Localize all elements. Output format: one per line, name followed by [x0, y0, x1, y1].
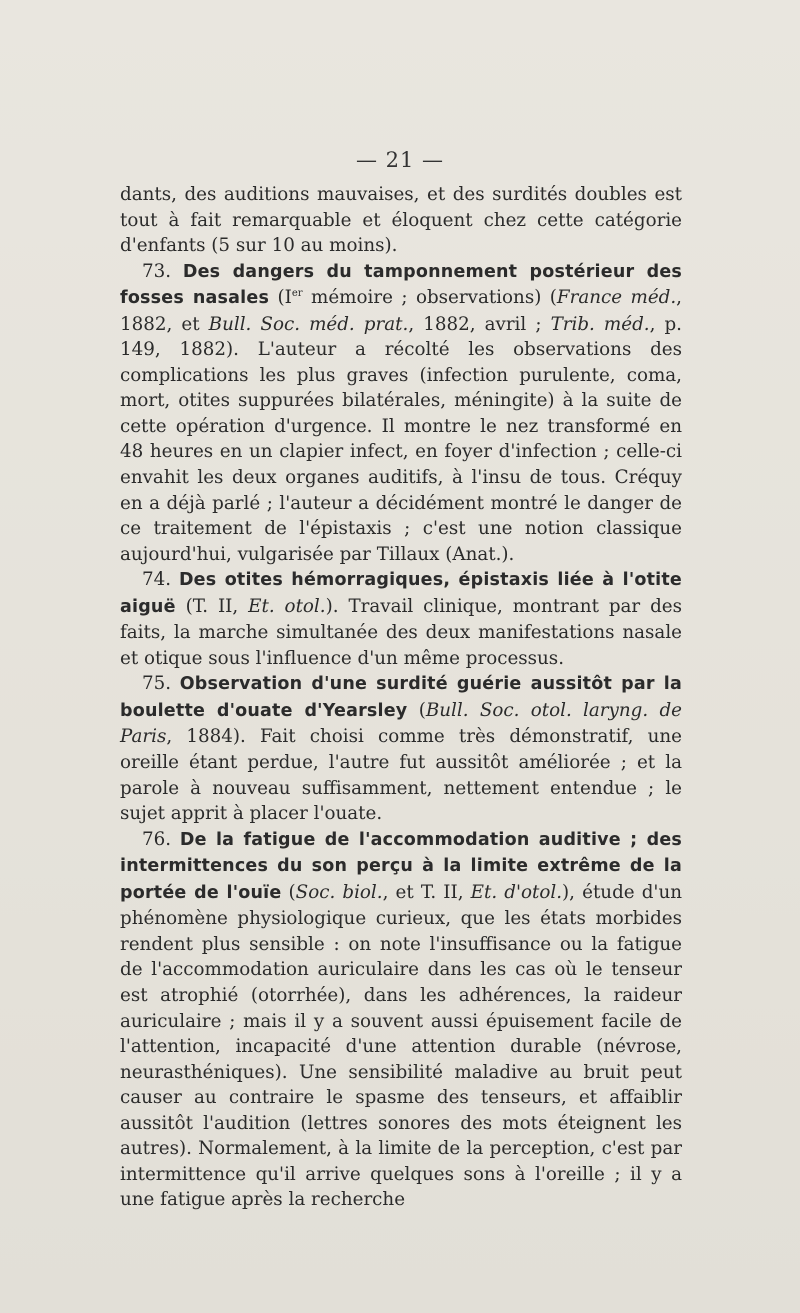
entry-ref-text: , p. 149, 1882).	[120, 313, 682, 361]
entry-body: L'auteur a récolté les observations des complications les plus graves (infection purulente, coma, mort, otites suppurées bilatérales, méningite) à la suite de cette opération d'urgence. Il montre le nez transformé en 48 heures en un clapier infect, en foyer d'infection ; celle-ci envahit les deux organes auditifs, à l'insu de tous. Créquy en a déjà parlé ; l'auteur a décidément montré le danger de ce traitement de l'épistaxis ; c'est une notion classique aujourd'hui, vulgarisée par Tillaux (Anat.).	[120, 339, 683, 565]
entry-number: 75.	[142, 673, 172, 695]
entry-number: 74.	[142, 569, 172, 591]
entry-74	[120, 567, 682, 671]
entry-source: Bull. Soc. méd. prat.	[208, 313, 409, 335]
entry-source: Et. d'otol.	[470, 881, 563, 903]
entry-body: Fait choisi comme très démonstratif, une oreille étant perdue, l'autre fut aussitôt améliorée ; et la parole à nouveau suffisamment, nettement entendue ; le sujet apprit à placer l'ouate.	[120, 726, 682, 825]
entry-title: Des dangers du tamponnement postérieur des fosses nasales	[120, 261, 683, 309]
page-number: — 21 —	[355, 148, 445, 172]
intro-paragraph: dants, des auditions mauvaises, et des surdités doubles est tout à fait remarquable et éloquent chez cette catégorie d'enfants (5 sur 10 au moins).	[120, 184, 682, 257]
page-text	[120, 182, 682, 1213]
entry-75	[120, 671, 682, 826]
entry-ref-text: , 1884).	[166, 726, 246, 748]
entry-ref-text: (T. II,	[175, 595, 249, 617]
entry-body: Travail clinique, montrant par des faits, la marche simultanée des deux manifestations nasale et otique sous l'influence d'un même processus.	[120, 595, 682, 669]
entry-source: Et. otol.	[248, 595, 326, 617]
entry-ref-open: (I	[277, 287, 292, 309]
entry-ref-text: ),	[562, 881, 575, 903]
entry-ref-text: (	[281, 881, 296, 903]
entry-source: Trib. méd.	[550, 313, 650, 335]
entry-source: France méd.	[556, 287, 677, 309]
entry-number: 73.	[142, 260, 172, 282]
entry-ref-text: (	[407, 699, 426, 721]
entry-ref-text: ).	[325, 595, 339, 617]
entry-title: De la fatigue de l'accommodation auditive ; des intermittences du son perçu à la limite extrême de la portée de l'ouïe	[120, 829, 683, 903]
entry-ref-text: , 1882, et	[120, 287, 682, 335]
entry-source: Soc. biol.	[295, 881, 383, 903]
entry-title: Observation d'une surdité guérie aussitôt par la boulette d'ouate d'Yearsley	[120, 674, 683, 721]
entry-ref-superscript: er	[291, 288, 303, 300]
entry-ref-mid: mémoire ; observations) (	[302, 287, 557, 309]
entry-76	[120, 827, 682, 1213]
entry-title: Des otites hémorragiques, épistaxis liée à l'otite aiguë	[120, 570, 682, 617]
entry-ref-text: , 1882, avril ;	[408, 313, 551, 335]
entry-number: 76.	[142, 828, 172, 850]
entry-body: étude d'un phénomène physiologique curieux, que les états morbides rendent plus sensible : on note l'insuffisance ou la fatigue de l'accommodation auriculaire dans les cas où le tenseur est atrophié (otorrhée), dans les adhérences, la raideur auriculaire ; mais il y a souvent aussi épuisement facile de l'attention, incapacité d'une attention durable (névrose, neurasthéniques). Une sensibilité maladive au bruit peut causer au contraire le spasme des tenseurs, et affaiblir aussitôt l'audition (lettres sonores des mots éteignent les autres). Normalement, à la limite de la perception, c'est par intermittence qu'il arrive quelques sons à l'oreille ; il y a une fatigue après la recherche	[120, 881, 682, 1211]
entry-source: Bull. Soc. otol. laryng. de Paris	[120, 699, 682, 748]
entry-ref-text: , et T. II,	[382, 881, 471, 903]
entry-73	[120, 259, 682, 568]
